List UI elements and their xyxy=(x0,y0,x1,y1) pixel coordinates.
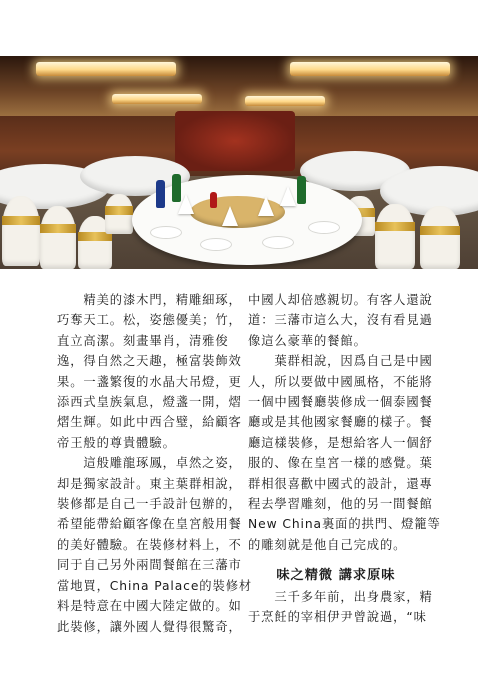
chandelier-center-right xyxy=(245,96,325,106)
text-line: 道：三藩市這么大，沒有看見過 xyxy=(248,313,433,328)
text-line: 的雕刻就是他自己完成的。 xyxy=(248,537,407,552)
chandelier-left xyxy=(36,62,176,76)
text-line: 于烹飪的宰相伊尹曾說過，“味 xyxy=(248,610,427,625)
text-line: 三千多年前，出身農家，精 xyxy=(248,589,433,604)
bottle-blue xyxy=(156,180,165,208)
text-line: 的美好體驗。在裝修材料上，不 xyxy=(57,537,242,552)
bottle-red xyxy=(210,192,217,208)
chair xyxy=(40,206,76,269)
text-line: 直立高潔。刻畫畢肖，清雅俊 xyxy=(57,333,229,348)
text-line: 一個中國餐廳裝修成一個泰國餐 xyxy=(248,395,433,410)
text-line: 廳這樣裝修，是想給客人一個舒 xyxy=(248,435,433,450)
text-line: 當地買，China Palace的裝修材 xyxy=(57,578,253,593)
text-line: 此裝修，讓外國人覺得很驚奇， xyxy=(57,619,242,634)
plate xyxy=(308,221,340,234)
chair xyxy=(2,196,40,266)
napkin xyxy=(258,196,274,216)
stage-backdrop xyxy=(175,111,295,171)
napkin xyxy=(178,194,194,214)
text-line: 添西式皇族氣息，燈盞一開，熠 xyxy=(57,395,242,410)
article-left-column xyxy=(57,290,253,637)
chair xyxy=(375,204,415,269)
plate xyxy=(262,236,294,249)
text-line: 葉群相說，因爲自己是中國 xyxy=(248,354,433,369)
text-line: 人，所以要做中國風格，不能將 xyxy=(248,374,433,389)
text-line: New China裏面的拱門、燈籠等 xyxy=(248,517,441,532)
chair-sash xyxy=(420,226,460,235)
text-line: 果。一盞繁復的水晶大吊燈，更 xyxy=(57,374,242,389)
text-line: 逸，得自然之天趣，極富裝飾效 xyxy=(57,354,242,369)
bottle-green xyxy=(297,176,306,204)
text-line: 廳或是其他國家餐廳的樣子。餐 xyxy=(248,415,433,430)
section-heading: 味之精微 講求原味 xyxy=(248,568,396,584)
chandelier-center xyxy=(112,94,202,104)
chandelier-right xyxy=(290,62,450,76)
napkin xyxy=(222,206,238,226)
text-line: 像這么豪華的餐館。 xyxy=(248,333,367,348)
text-line: 裝修都是自己一手設計包辦的， xyxy=(57,497,242,512)
chair-sash xyxy=(105,206,133,215)
text-line: 服的、像在皇宮一樣的感覺。葉 xyxy=(248,456,433,471)
text-line: 希望能帶給顧客像在皇宮般用餐 xyxy=(57,517,242,532)
text-line: 巧奪天工。松，姿態優美；竹， xyxy=(57,313,242,328)
text-line: 這般雕龍琢鳳，卓然之姿， xyxy=(57,456,242,471)
text-line: 却是獨家設計。東主葉群相說， xyxy=(57,476,242,491)
chair-sash xyxy=(375,222,415,231)
chair-sash xyxy=(40,224,76,233)
plate xyxy=(200,238,232,251)
banquet-hall-photo xyxy=(0,56,478,269)
text-line: 精美的漆木門，精雕細琢， xyxy=(57,293,242,307)
text-line: 料是特意在中國大陸定做的。如 xyxy=(57,599,242,614)
text-line: 群相很喜歡中國式的設計，還專 xyxy=(248,476,433,491)
text-line: 同于自己另外兩間餐館在三藩市 xyxy=(57,558,242,573)
text-line: 帝王般的尊貴體驗。 xyxy=(57,435,176,450)
napkin xyxy=(280,186,296,206)
plate xyxy=(150,226,182,239)
article-right-column xyxy=(248,290,441,628)
chair-sash xyxy=(2,216,40,225)
text-line: 熠生輝。如此中西合璧，給顧客 xyxy=(57,415,242,430)
text-line: 程去學習雕刻，他的另一間餐館 xyxy=(248,497,433,512)
text-line: 中國人却倍感親切。有客人還說 xyxy=(248,293,433,307)
chair xyxy=(420,206,460,269)
